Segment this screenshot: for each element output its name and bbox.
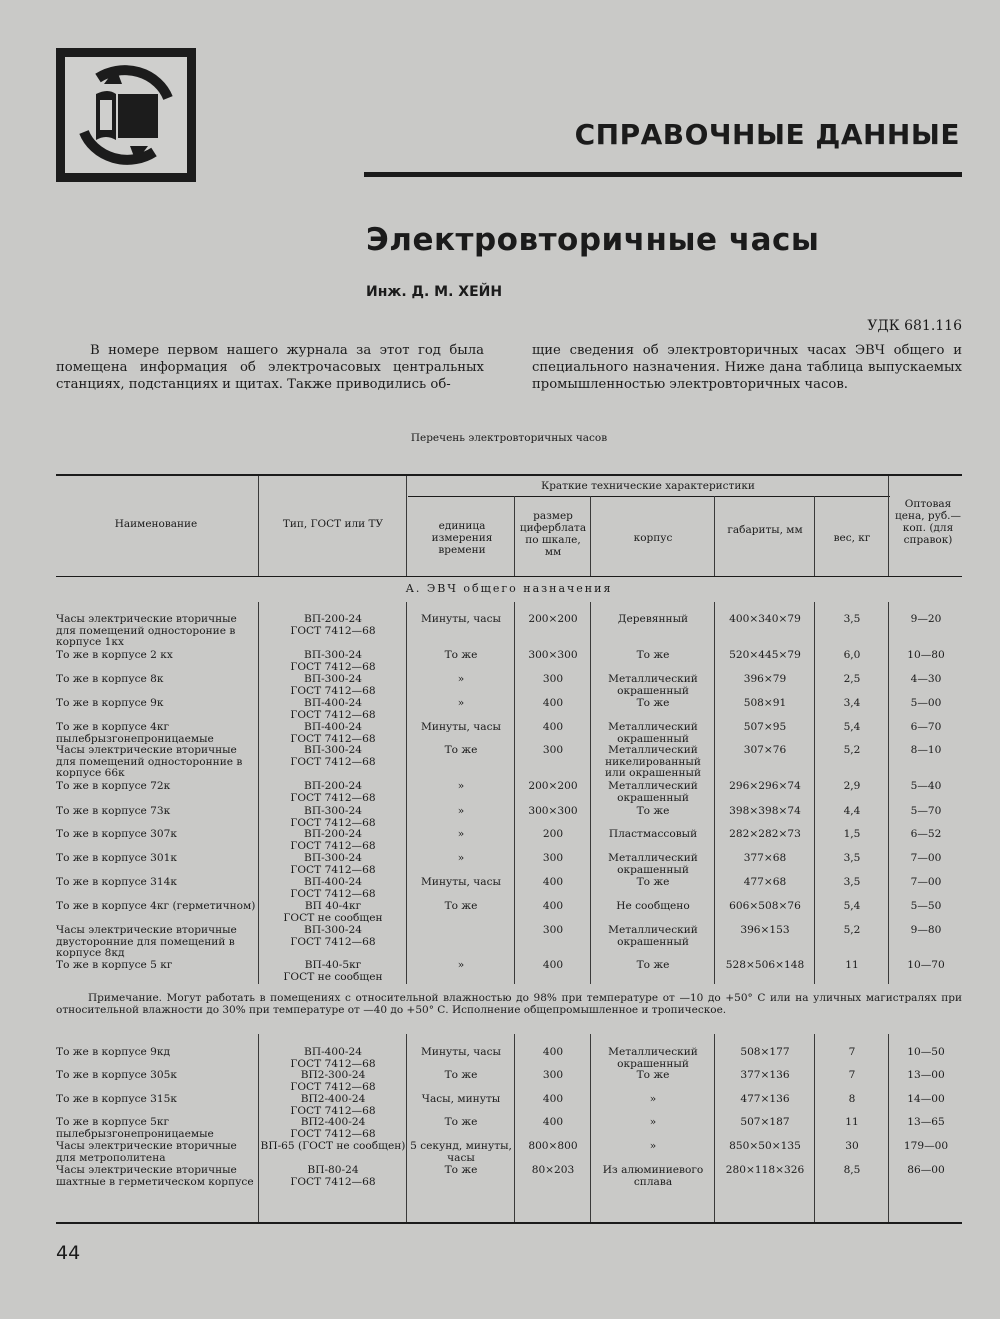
table-cell-name: То же в корпусе 5кг пылебрызгонепроницаемые <box>56 1116 214 1140</box>
table-cell-name: То же в корпусе 314к <box>56 876 178 888</box>
table-cell-weight: 3,5 <box>843 876 861 888</box>
table-cell-unit: Минуты, часы <box>421 876 501 888</box>
table-cell-unit: То же <box>444 1069 478 1081</box>
table-note: Примечание. Могут работать в помещениях с относительной влажностью до 98% при температуре от —10 до +50° С или на уличных магистралях при относительной влажности до 30% при температуре от —40 до +50° С. Исполнение общепромышленное и тропическое. <box>56 992 962 1016</box>
table-cell-dial: 400 <box>542 876 564 888</box>
table-cell-case: Металлический окрашенный <box>608 721 698 745</box>
table-cell-price: 86—00 <box>907 1164 945 1176</box>
table-cell-price: 13—65 <box>907 1116 945 1128</box>
table-cell-type: ВП 40-4кг ГОСТ не сообщен <box>283 900 383 924</box>
table-cell-dial: 400 <box>542 959 564 971</box>
table-cell-name: То же в корпусе 301к <box>56 852 178 864</box>
section-title: СПРАВОЧНЫЕ ДАННЫЕ <box>574 118 960 151</box>
table-cell-unit: То же <box>444 744 478 756</box>
table-cell-dial: 300 <box>542 1069 564 1081</box>
table-cell-type: ВП-300-24 ГОСТ 7412—68 <box>290 744 376 768</box>
table-cell-price: 5—70 <box>910 805 942 817</box>
table-cell-unit: Минуты, часы <box>421 1046 501 1058</box>
header-group: Краткие технические характеристики <box>541 480 755 492</box>
table-cell-case: То же <box>636 876 670 888</box>
table-cell-weight: 5,2 <box>843 924 861 936</box>
table-cell-price: 7—00 <box>910 876 942 888</box>
table-cell-dims: 398×398×74 <box>729 805 801 817</box>
table-cell-type: ВП-300-24 ГОСТ 7412—68 <box>290 649 376 673</box>
table-cell-case: Из алюминиевого сплава <box>602 1164 704 1188</box>
table-cell-type: ВП-400-24 ГОСТ 7412—68 <box>290 876 376 900</box>
article-title: Электровторичные часы <box>366 222 820 258</box>
table-cell-dial: 300×300 <box>528 649 578 661</box>
table-cell-dial: 200×200 <box>528 613 578 625</box>
table-cell-unit: То же <box>444 1116 478 1128</box>
header-type: Тип, ГОСТ или ТУ <box>282 518 384 530</box>
table-cell-price: 7—00 <box>910 852 942 864</box>
table-cell-dims: 282×282×73 <box>729 828 801 840</box>
table-cell-dims: 520×445×79 <box>729 649 801 661</box>
header-price: Оптовая цена, руб.—коп. (для справок) <box>895 498 961 546</box>
header-weight: вес, кг <box>833 532 871 544</box>
table-cell-type: ВП-400-24 ГОСТ 7412—68 <box>290 721 376 745</box>
table-cell-dial: 400 <box>542 900 564 912</box>
table-cell-type: ВП2-300-24 ГОСТ 7412—68 <box>290 1069 376 1093</box>
table-cell-dial: 80×203 <box>531 1164 575 1176</box>
group-a-heading: А. ЭВЧ общего назначения <box>405 582 613 595</box>
table-cell-price: 5—50 <box>910 900 942 912</box>
table-cell-price: 179—00 <box>903 1140 949 1152</box>
table-cell-dims: 400×340×79 <box>729 613 801 625</box>
table-cell-weight: 1,5 <box>843 828 861 840</box>
table-cell-type: ВП-300-24 ГОСТ 7412—68 <box>290 924 376 948</box>
table-cell-dial: 200 <box>542 828 564 840</box>
table-cell-name: То же в корпусе 305к <box>56 1069 178 1081</box>
table-cell-price: 5—00 <box>910 697 942 709</box>
table-cell-weight: 5,4 <box>843 721 861 733</box>
table-cell-type: ВП-65 (ГОСТ не сообщен) <box>260 1140 406 1152</box>
table-cell-name: То же в корпусе 315к <box>56 1093 178 1105</box>
page-number: 44 <box>56 1242 81 1264</box>
table-cell-name: Часы электрические вторичные для метрополитена <box>56 1140 237 1164</box>
table-cell-dims: 606×508×76 <box>729 900 801 912</box>
article-author: Инж. Д. М. ХЕЙН <box>366 284 503 300</box>
header-group-rule <box>408 496 890 497</box>
table-cell-unit: » <box>457 780 465 792</box>
table-cell-price: 8—10 <box>910 744 942 756</box>
table-cell-dims: 850×50×135 <box>729 1140 801 1152</box>
table-cell-dims: 307×76 <box>743 744 787 756</box>
table-cell-weight: 2,5 <box>843 673 861 685</box>
table-cell-case: Металлический окрашенный <box>608 852 698 876</box>
table-cell-dims: 477×136 <box>740 1093 790 1105</box>
table-cell-weight: 3,5 <box>843 852 861 864</box>
table-cell-weight: 6,0 <box>843 649 861 661</box>
table-cell-weight: 3,4 <box>843 697 861 709</box>
table-cell-unit: » <box>457 805 465 817</box>
table-cell-dial: 300×300 <box>528 805 578 817</box>
table-cell-name: Часы электрические вторичные шахтные в герметическом корпусе <box>56 1164 254 1188</box>
table-cell-weight: 7 <box>848 1069 856 1081</box>
table-cell-weight: 4,4 <box>843 805 861 817</box>
table-cell-unit: То же <box>444 649 478 661</box>
table-cell-type: ВП-40-5кг ГОСТ не сообщен <box>283 959 383 983</box>
table-cell-unit: Минуты, часы <box>421 721 501 733</box>
table-cell-case: » <box>649 1140 657 1152</box>
table-cell-dial: 200×200 <box>528 780 578 792</box>
table-cell-case: То же <box>636 649 670 661</box>
table-cell-name: То же в корпусе 2 кх <box>56 649 173 661</box>
table-cell-name: То же в корпусе 73к <box>56 805 171 817</box>
table-cell-dims: 508×177 <box>740 1046 790 1058</box>
table-cell-case: Металлический никелированный или окрашенный <box>604 744 702 779</box>
table-cell-type: ВП-200-24 ГОСТ 7412—68 <box>290 780 376 804</box>
table-cell-dial: 400 <box>542 1046 564 1058</box>
table-cell-case: То же <box>636 697 670 709</box>
header-bottom-rule <box>56 576 962 577</box>
table-cell-price: 10—50 <box>907 1046 945 1058</box>
table-caption: Перечень электровторичных часов <box>410 432 608 444</box>
table-bottom-rule <box>56 1222 962 1224</box>
table-cell-price: 10—80 <box>907 649 945 661</box>
table-cell-price: 5—40 <box>910 780 942 792</box>
table-cell-dims: 477×68 <box>743 876 787 888</box>
table-cell-dial: 800×800 <box>528 1140 578 1152</box>
table-cell-case: Пластмассовый <box>608 828 698 840</box>
table-cell-case: » <box>649 1093 657 1105</box>
table-cell-case: » <box>649 1116 657 1128</box>
table-cell-name: То же в корпусе 9к <box>56 697 164 709</box>
header-name: Наименование <box>114 518 198 530</box>
table-cell-name: Часы электрические вторичные для помещений односторонние в корпусе 66к <box>56 744 243 779</box>
table-cell-case: То же <box>636 1069 670 1081</box>
table-cell-unit: Минуты, часы <box>421 613 501 625</box>
table-cell-price: 10—70 <box>907 959 945 971</box>
table-cell-price: 9—80 <box>910 924 942 936</box>
table-cell-name: То же в корпусе 307к <box>56 828 178 840</box>
table-cell-type: ВП-300-24 ГОСТ 7412—68 <box>290 673 376 697</box>
table-cell-case: То же <box>636 959 670 971</box>
table-cell-weight: 3,5 <box>843 613 861 625</box>
table-cell-name: То же в корпусе 4кг (герметичном) <box>56 900 256 912</box>
table-cell-case: Металлический окрашенный <box>608 673 698 697</box>
table-cell-dims: 508×91 <box>743 697 787 709</box>
table-cell-type: ВП2-400-24 ГОСТ 7412—68 <box>290 1093 376 1117</box>
table-cell-unit: » <box>457 852 465 864</box>
table-cell-name: Часы электрические вторичные для помещений одностороние в корпусе 1кх <box>56 613 237 648</box>
table-cell-type: ВП-400-24 ГОСТ 7412—68 <box>290 697 376 721</box>
table-cell-weight: 5,4 <box>843 900 861 912</box>
table-cell-type: ВП2-400-24 ГОСТ 7412—68 <box>290 1116 376 1140</box>
table-cell-weight: 7 <box>848 1046 856 1058</box>
table-cell-unit: » <box>457 673 465 685</box>
table-cell-name: То же в корпусе 5 кг <box>56 959 173 971</box>
table-cell-case: Не сообщено <box>616 900 690 912</box>
table-cell-price: 6—52 <box>910 828 942 840</box>
header-dims: габариты, мм <box>727 524 803 536</box>
table-cell-dims: 296×296×74 <box>729 780 801 792</box>
table-cell-dial: 300 <box>542 852 564 864</box>
table-cell-weight: 8,5 <box>843 1164 861 1176</box>
table-cell-unit: Часы, минуты <box>421 1093 501 1105</box>
table-cell-weight: 5,2 <box>843 744 861 756</box>
table-cell-dims: 528×506×148 <box>725 959 805 971</box>
table-cell-type: ВП-200-24 ГОСТ 7412—68 <box>290 828 376 852</box>
table-cell-dial: 300 <box>542 673 564 685</box>
table-top-rule <box>56 474 962 476</box>
table-cell-dial: 400 <box>542 721 564 733</box>
table-cell-name: То же в корпусе 8к <box>56 673 164 685</box>
table-cell-type: ВП-400-24 ГОСТ 7412—68 <box>290 1046 376 1070</box>
table-cell-type: ВП-80-24 ГОСТ 7412—68 <box>290 1164 376 1188</box>
table-cell-dial: 400 <box>542 697 564 709</box>
table-cell-dims: 507×187 <box>740 1116 790 1128</box>
table-cell-case: Деревянный <box>617 613 689 625</box>
header-dial: размер циферблата по шкале, мм <box>519 510 587 558</box>
table-cell-unit: » <box>457 828 465 840</box>
table-cell-case: Металлический окрашенный <box>608 1046 698 1070</box>
table-cell-price: 4—30 <box>910 673 942 685</box>
table-cell-dims: 396×153 <box>740 924 790 936</box>
table-cell-weight: 2,9 <box>843 780 861 792</box>
table-cell-price: 13—00 <box>907 1069 945 1081</box>
table-cell-type: ВП-300-24 ГОСТ 7412—68 <box>290 805 376 829</box>
table-cell-case: Металлический окрашенный <box>608 924 698 948</box>
header-rule <box>364 172 962 177</box>
intro-column-2: щие сведения об электровторичных часах ЭВЧ общего и специального назначения. Ниже дана таблица выпускаемых промышленностью электровторичных часов. <box>532 343 962 392</box>
table-cell-dims: 377×136 <box>740 1069 790 1081</box>
table-cell-dial: 400 <box>542 1116 564 1128</box>
intro-column-1: В номере первом нашего журнала за этот год была помещена информация об электрочасовых центральных станциях, подстанциях и щитах. Также приводились об- <box>56 343 484 392</box>
table-cell-weight: 30 <box>845 1140 859 1152</box>
table-cell-name: То же в корпусе 9кд <box>56 1046 171 1058</box>
table-cell-price: 9—20 <box>910 613 942 625</box>
table-cell-dims: 280×118×326 <box>725 1164 805 1176</box>
header-case: корпус <box>633 532 673 544</box>
table-cell-type: ВП-200-24 ГОСТ 7412—68 <box>290 613 376 637</box>
table-cell-weight: 11 <box>845 959 859 971</box>
table-cell-dims: 377×68 <box>743 852 787 864</box>
table-cell-dial: 300 <box>542 744 564 756</box>
table-cell-case: Металлический окрашенный <box>608 780 698 804</box>
table-cell-dial: 400 <box>542 1093 564 1105</box>
table-cell-price: 6—70 <box>910 721 942 733</box>
table-cell-name: Часы электрические вторичные двусторонние для помещений в корпусе 8кд <box>56 924 237 959</box>
table-cell-dims: 507×95 <box>743 721 787 733</box>
journal-logo-icon <box>56 48 196 182</box>
table-cell-weight: 11 <box>845 1116 859 1128</box>
table-cell-unit: » <box>457 959 465 971</box>
table-cell-type: ВП-300-24 ГОСТ 7412—68 <box>290 852 376 876</box>
table-cell-case: То же <box>636 805 670 817</box>
journal-logo <box>56 48 196 182</box>
table-cell-unit: » <box>457 697 465 709</box>
table-cell-unit: 5 секунд, минуты, часы <box>410 1140 512 1164</box>
udc-code: УДК 681.116 <box>867 318 962 334</box>
table-cell-dims: 396×79 <box>743 673 787 685</box>
table-cell-unit: То же <box>444 1164 478 1176</box>
table-cell-dial: 300 <box>542 924 564 936</box>
table-cell-weight: 8 <box>848 1093 856 1105</box>
table-cell-unit: То же <box>444 900 478 912</box>
table-cell-price: 14—00 <box>907 1093 945 1105</box>
table-cell-name: То же в корпусе 72к <box>56 780 171 792</box>
header-unit: единица измерения времени <box>431 520 493 556</box>
table-cell-name: То же в корпусе 4кг пылебрызгонепроницаемые <box>56 721 214 745</box>
